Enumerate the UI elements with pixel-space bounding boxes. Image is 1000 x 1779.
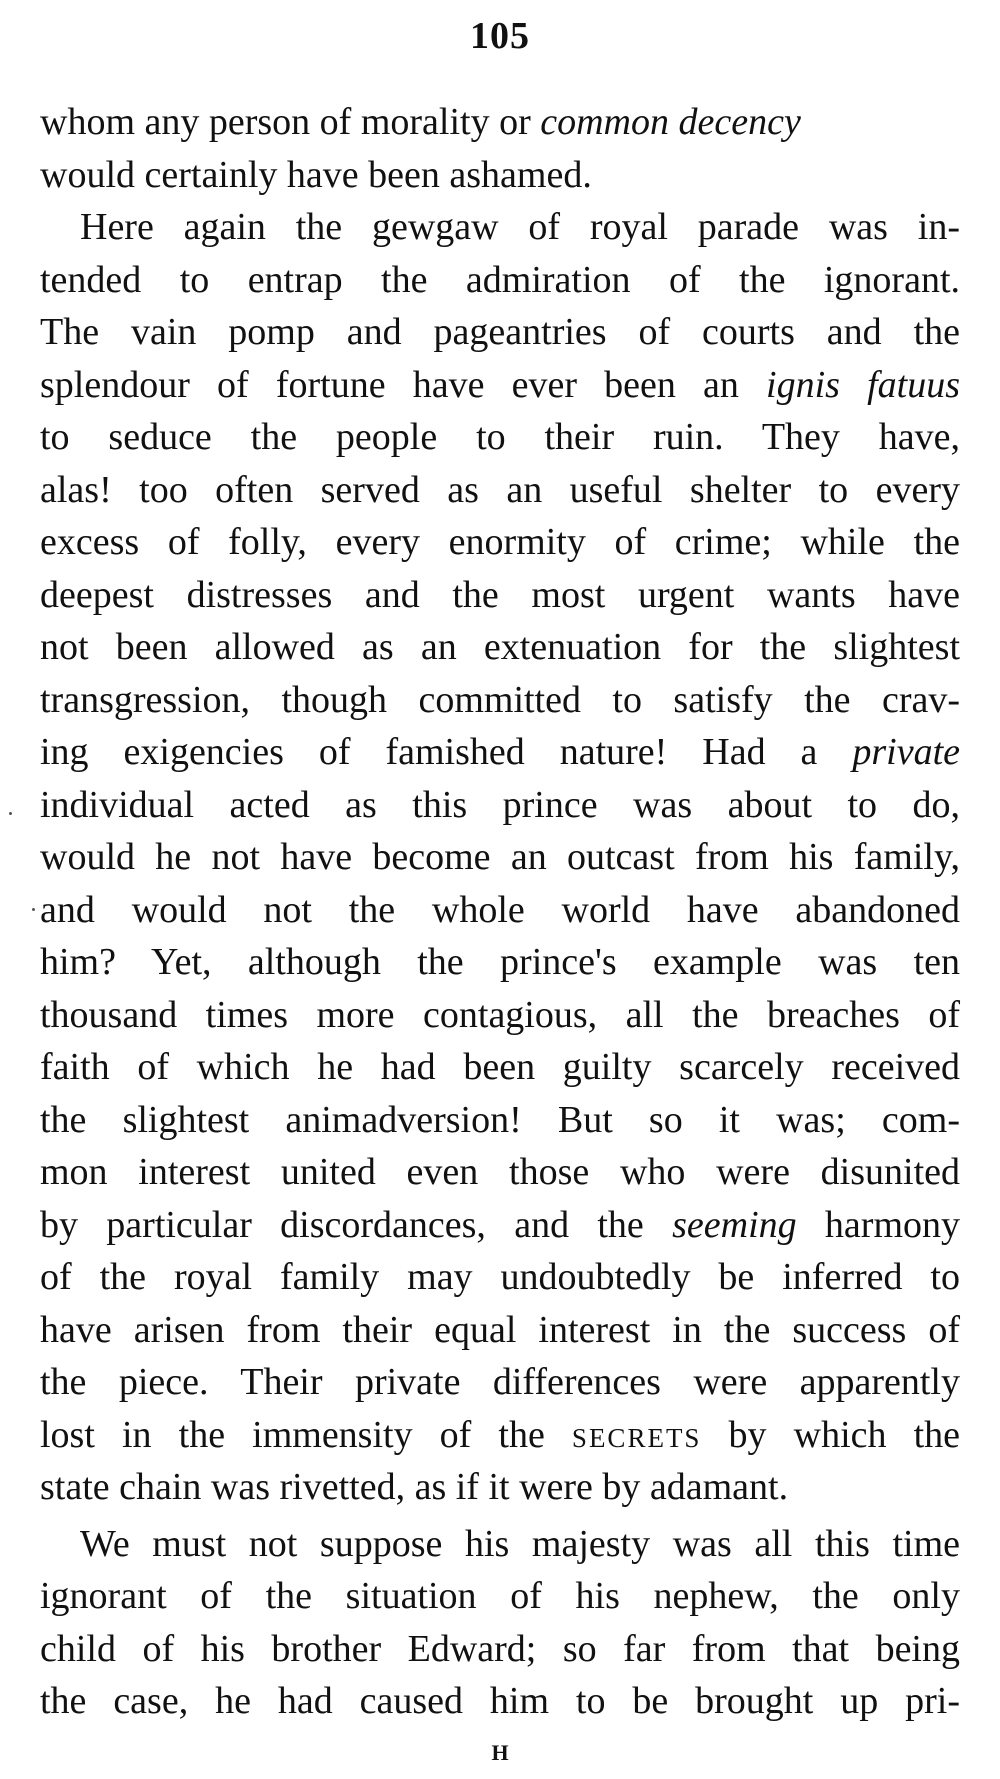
text-run: The vain pomp and pageantries of courts and the <box>40 311 960 353</box>
text-line <box>40 254 960 307</box>
text-run: by which the <box>701 1413 960 1456</box>
signature-mark: H <box>491 1740 509 1765</box>
text-run: have arisen from their equal interest in the success of <box>40 1308 960 1351</box>
text-line <box>40 96 960 149</box>
text-run: ing exigencies of famished nature! Had a <box>40 731 853 773</box>
text-line <box>40 201 960 254</box>
text-run: the piece. Their private differences were apparently <box>40 1361 960 1403</box>
text-line <box>40 1356 960 1409</box>
text-run: harmony <box>796 1203 961 1246</box>
text-run: excess of folly, every enormity of crime; while the <box>40 521 960 563</box>
text-run: deepest distresses and the most urgent wants have <box>40 573 960 616</box>
text-line <box>40 936 960 989</box>
text-run: and would not the whole world have abandoned <box>40 888 960 931</box>
text-line <box>40 1675 960 1728</box>
text-line <box>40 149 960 202</box>
text-line <box>40 464 960 517</box>
text-run: would certainly have been ashamed. <box>40 153 592 196</box>
text-line <box>40 306 960 359</box>
text-run: thousand times more contagious, all the breaches of <box>40 993 960 1036</box>
text-line <box>40 1251 960 1304</box>
text-line <box>40 779 960 832</box>
text-line <box>40 1570 960 1623</box>
text-line <box>40 884 960 937</box>
text-line <box>40 1518 960 1571</box>
ink-speck <box>9 812 12 815</box>
text-line <box>40 1409 960 1462</box>
text-line <box>40 1146 960 1199</box>
text-run: him? Yet, although the prince's example was ten <box>40 941 960 983</box>
smallcaps-text: secrets <box>571 1413 702 1456</box>
text-run: lost in the immensity of the <box>40 1413 572 1456</box>
text-run: splendour of fortune have ever been an <box>40 363 767 406</box>
text-run: the slightest animadversion! But so it was; com- <box>40 1098 960 1141</box>
text-line <box>40 1041 960 1094</box>
text-run: We must not suppose his majesty was all this time <box>80 1522 960 1565</box>
text-line <box>40 1461 960 1514</box>
text-run: faith of which he had been guilty scarcely received <box>40 1046 960 1088</box>
italic-text: private <box>852 731 960 773</box>
text-line <box>40 831 960 884</box>
italic-text: common decency <box>540 101 801 143</box>
text-line <box>40 726 960 779</box>
ink-speck <box>32 908 35 911</box>
page-number: 105 <box>470 15 530 57</box>
italic-text: seeming <box>672 1203 797 1246</box>
text-line <box>40 516 960 569</box>
text-line <box>40 1199 960 1252</box>
text-run: Here again the gewgaw of royal parade was in- <box>80 206 960 248</box>
text-run: of the royal family may undoubtedly be inferred to <box>40 1256 960 1298</box>
text-line <box>40 1304 960 1357</box>
text-line <box>40 1094 960 1147</box>
text-run: the case, he had caused him to be brought up pri- <box>40 1680 960 1722</box>
text-run: by particular discordances, and the <box>40 1203 673 1246</box>
text-line <box>40 359 960 412</box>
text-line <box>40 989 960 1042</box>
text-run: not been allowed as an extenuation for the slightest <box>40 626 960 668</box>
body-text <box>40 96 960 1728</box>
text-run: whom any person of morality or <box>40 101 541 143</box>
text-run: transgression, though committed to satisfy the crav- <box>40 678 960 721</box>
text-line <box>40 674 960 727</box>
text-run: tended to entrap the admiration of the ignorant. <box>40 258 960 301</box>
text-run: alas! too often served as an useful shelter to every <box>40 468 960 511</box>
text-line <box>40 1623 960 1676</box>
text-run: ignorant of the situation of his nephew, the only <box>40 1575 960 1617</box>
text-run: individual acted as this prince was about to do, <box>40 783 960 826</box>
text-line <box>40 411 960 464</box>
text-line <box>40 621 960 674</box>
italic-text: ignis fatuus <box>766 363 960 406</box>
text-run: would he not have become an outcast from his family, <box>40 836 960 878</box>
text-line <box>40 569 960 622</box>
text-run: mon interest united even those who were disunited <box>40 1151 960 1193</box>
text-run: child of his brother Edward; so far from that being <box>40 1627 960 1670</box>
text-run: state chain was rivetted, as if it were by adamant. <box>40 1466 789 1508</box>
text-run: to seduce the people to their ruin. They have, <box>40 416 960 458</box>
